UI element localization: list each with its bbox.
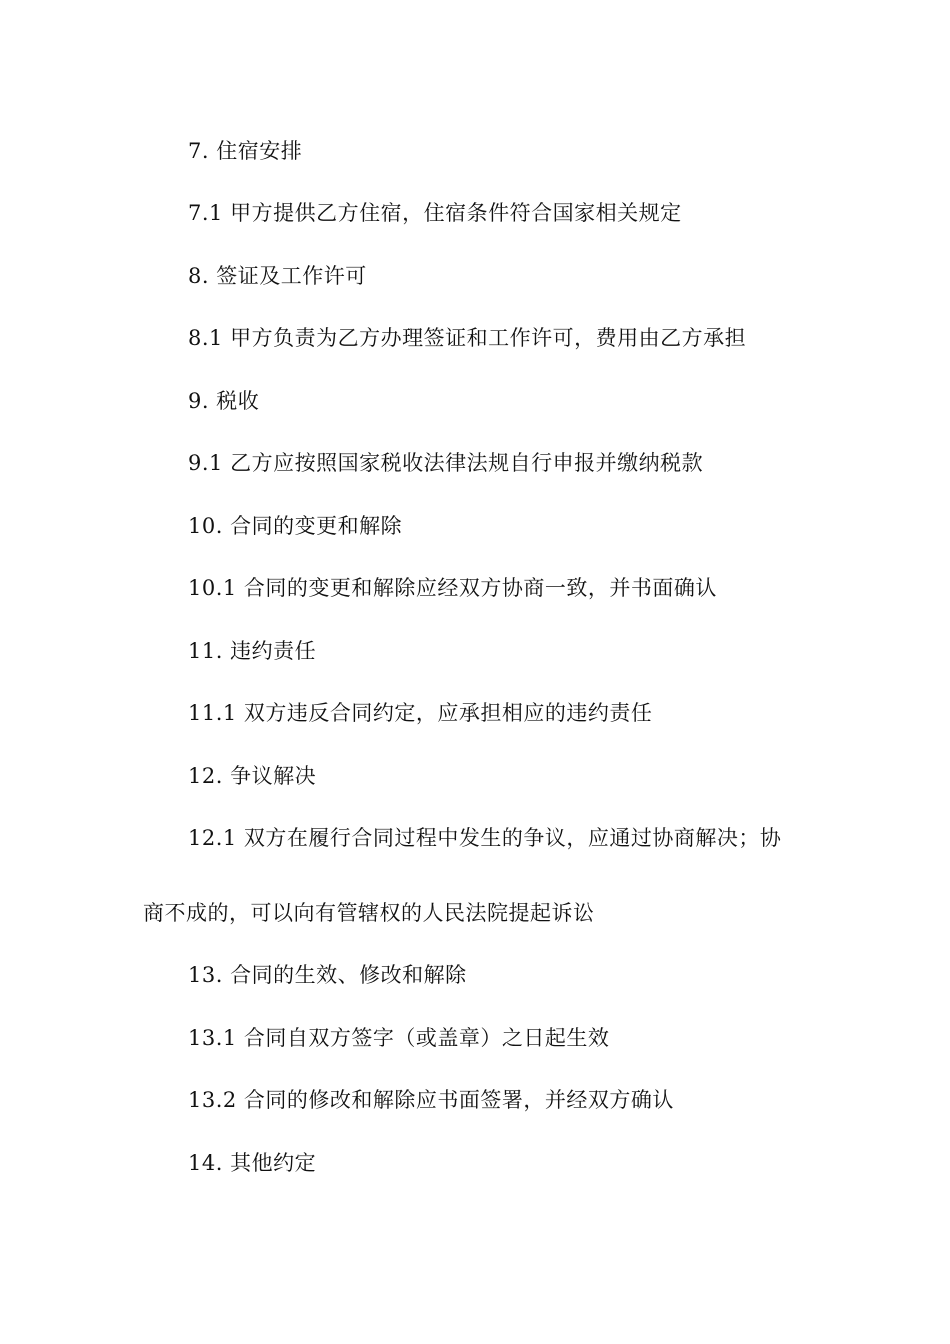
clause-13-2: 13.2 合同的修改和解除应书面签署，并经双方确认 — [188, 1088, 674, 1112]
section-heading-10: 10. 合同的变更和解除 — [188, 514, 403, 538]
clause-7-1: 7.1 甲方提供乙方住宿，住宿条件符合国家相关规定 — [188, 201, 682, 225]
clause-12-1-continuation: 商不成的，可以向有管辖权的人民法院提起诉讼 — [143, 901, 595, 925]
clause-11-1: 11.1 双方违反合同约定，应承担相应的违约责任 — [188, 701, 653, 725]
section-heading-8: 8. 签证及工作许可 — [188, 264, 367, 288]
section-heading-11: 11. 违约责任 — [188, 639, 317, 663]
clause-9-1: 9.1 乙方应按照国家税收法律法规自行申报并缴纳税款 — [188, 451, 704, 475]
section-heading-9: 9. 税收 — [188, 389, 260, 413]
section-heading-14: 14. 其他约定 — [188, 1151, 317, 1175]
clause-12-1: 12.1 双方在履行合同过程中发生的争议，应通过协商解决；协 — [188, 826, 782, 850]
clause-13-1: 13.1 合同自双方签字（或盖章）之日起生效 — [188, 1026, 610, 1050]
section-heading-7: 7. 住宿安排 — [188, 139, 303, 163]
section-heading-13: 13. 合同的生效、修改和解除 — [188, 963, 467, 987]
clause-8-1: 8.1 甲方负责为乙方办理签证和工作许可，费用由乙方承担 — [188, 326, 747, 350]
section-heading-12: 12. 争议解决 — [188, 764, 317, 788]
clause-10-1: 10.1 合同的变更和解除应经双方协商一致，并书面确认 — [188, 576, 717, 600]
